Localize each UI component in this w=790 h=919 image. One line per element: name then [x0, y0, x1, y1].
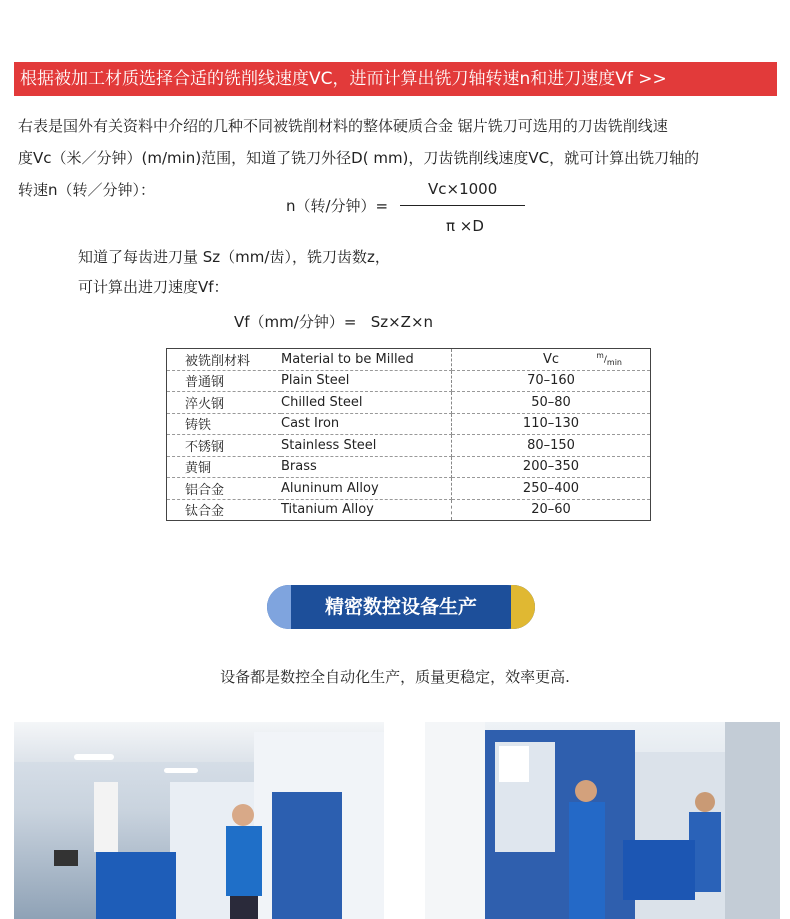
row-cn: 不锈钢 — [167, 435, 282, 457]
header-vc-label: Vc — [542, 351, 560, 367]
table-row — [167, 413, 651, 435]
feed-text-line-2: 可计算出进刀速度Vf： — [78, 278, 229, 296]
row-vc: 200–350 — [452, 456, 651, 478]
table-row — [167, 435, 651, 457]
row-cn: 铸铁 — [167, 413, 282, 435]
table-row — [167, 478, 651, 500]
row-en: Cast Iron — [281, 413, 452, 435]
row-cn: 淬火钢 — [167, 392, 282, 414]
feed-text-line-1: 知道了每齿进刀量 Sz（mm/齿），铣刀齿数z， — [78, 248, 390, 266]
intro-line-1: 右表是国外有关资料中介绍的几种不同被铣削材料的整体硬质合金 锯片铣刀可选用的刀齿铣削线速 — [18, 117, 668, 135]
row-en: Chilled Steel — [281, 392, 452, 414]
header-banner: 根据被加工材质选择合适的铣削线速度VC，进而计算出铣刀轴转速n和进刀速度Vf >> — [14, 62, 777, 96]
header-unit: $^m/_{min}$ — [596, 351, 622, 367]
factory-photo-right — [425, 722, 780, 919]
header-vc — [452, 349, 651, 371]
row-en: Stainless Steel — [281, 435, 452, 457]
row-vc: 250–400 — [452, 478, 651, 500]
table-row — [167, 392, 651, 414]
section-title: 精密数控设备生产 — [324, 596, 477, 618]
intro-paragraph — [18, 110, 778, 206]
table-row — [167, 456, 651, 478]
row-en: Titanium Alloy — [281, 499, 452, 521]
formula-n-numerator: Vc×1000 — [428, 180, 498, 198]
table-row — [167, 499, 651, 521]
formula-n-lhs: n（转/分钟）= — [286, 197, 389, 215]
row-cn: 钛合金 — [185, 504, 225, 520]
row-cn: 黄铜 — [167, 456, 282, 478]
fraction-line — [400, 205, 525, 206]
row-vc: 50–80 — [452, 392, 651, 414]
row-en: Brass — [281, 456, 452, 478]
material-table — [166, 348, 651, 521]
formula-vf — [234, 311, 433, 332]
row-en: Aluninum Alloy — [281, 478, 452, 500]
formula-n-denominator: π ×D — [446, 217, 484, 235]
header-cn: 被铣削材料 — [167, 349, 282, 371]
section-caption: 设备都是数控全自动化生产，质量更稳定，效率更高. — [220, 668, 570, 686]
factory-photo-left — [14, 722, 384, 919]
row-vc: 70–160 — [452, 370, 651, 392]
unit-top: m — [596, 351, 604, 360]
formula-vf-lhs: Vf（mm/分钟）= — [234, 313, 357, 331]
row-vc: 110–130 — [452, 413, 651, 435]
table-header-row — [167, 349, 651, 371]
row-en: Plain Steel — [281, 370, 452, 392]
formula-vf-rhs: Sz×Z×n — [370, 313, 434, 331]
unit-bottom: min — [606, 357, 622, 367]
row-cn: 普通钢 — [167, 370, 282, 392]
intro-line-3: 转速n（转／分钟）： — [18, 181, 156, 199]
row-vc: 20–60 — [531, 502, 571, 518]
intro-line-2: 度Vc（米／分钟）(m/min)范围，知道了铣刀外径D( mm)，刀齿铣削线速度VC，就可计算出铣刀轴的 — [18, 149, 700, 167]
row-cn: 铝合金 — [167, 478, 282, 500]
header-en: Material to be Milled — [281, 349, 452, 371]
row-vc: 80–150 — [452, 435, 651, 457]
table-row — [167, 370, 651, 392]
